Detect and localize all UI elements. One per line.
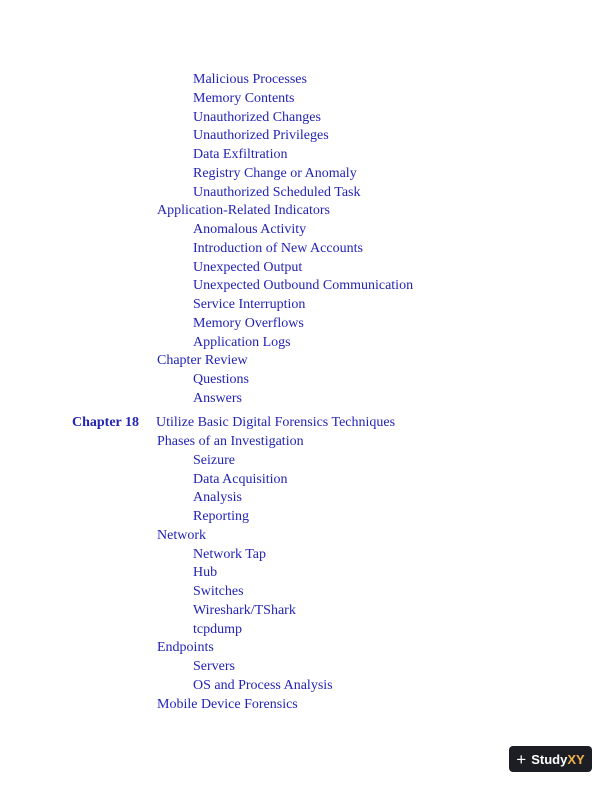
toc-item-hub[interactable]: Hub bbox=[193, 565, 218, 580]
toc-item-seizure[interactable]: Seizure bbox=[193, 453, 235, 468]
toc-item-questions[interactable]: Questions bbox=[193, 372, 249, 387]
chapter-title-link[interactable]: Utilize Basic Digital Forensics Techniques bbox=[156, 415, 396, 430]
badge-brand-text: Study bbox=[531, 751, 568, 767]
toc-item-os-process-analysis[interactable]: OS and Process Analysis bbox=[193, 678, 333, 693]
toc-item-tcpdump[interactable]: tcpdump bbox=[193, 622, 242, 637]
toc-item-network-tap[interactable]: Network Tap bbox=[193, 547, 267, 562]
toc-item-analysis[interactable]: Analysis bbox=[193, 490, 242, 505]
toc-item-answers[interactable]: Answers bbox=[193, 391, 242, 406]
toc-section-phases-of-investigation[interactable]: Phases of an Investigation bbox=[157, 434, 304, 449]
studyxy-badge[interactable] bbox=[509, 746, 592, 772]
toc-item-unexpected-output[interactable]: Unexpected Output bbox=[193, 260, 303, 275]
plus-icon: + bbox=[516, 749, 527, 769]
toc-item-registry-change[interactable]: Registry Change or Anomaly bbox=[193, 166, 357, 181]
toc-item-unexpected-outbound-communication[interactable]: Unexpected Outbound Communication bbox=[193, 278, 414, 293]
toc-section-chapter-review[interactable]: Chapter Review bbox=[157, 353, 248, 368]
toc-item-reporting[interactable]: Reporting bbox=[193, 509, 249, 524]
toc-item-switches[interactable]: Switches bbox=[193, 584, 244, 599]
toc-item-application-logs[interactable]: Application Logs bbox=[193, 335, 291, 350]
badge-brand-accent: XY bbox=[567, 751, 585, 767]
toc-item-unauthorized-changes[interactable]: Unauthorized Changes bbox=[193, 110, 321, 125]
toc-item-malicious-processes[interactable]: Malicious Processes bbox=[193, 72, 307, 87]
toc-item-new-accounts[interactable]: Introduction of New Accounts bbox=[193, 241, 363, 256]
toc-item-unauthorized-privileges[interactable]: Unauthorized Privileges bbox=[193, 128, 329, 143]
toc-item-service-interruption[interactable]: Service Interruption bbox=[193, 297, 306, 312]
toc-item-memory-overflows[interactable]: Memory Overflows bbox=[193, 316, 304, 331]
toc-item-memory-contents[interactable]: Memory Contents bbox=[193, 91, 295, 106]
toc-section-application-related-indicators[interactable]: Application-Related Indicators bbox=[157, 203, 330, 218]
toc-item-unauthorized-scheduled-task[interactable]: Unauthorized Scheduled Task bbox=[193, 185, 361, 200]
toc-item-servers[interactable]: Servers bbox=[193, 659, 235, 674]
toc-section-network[interactable]: Network bbox=[157, 528, 206, 543]
toc-item-wireshark-tshark[interactable]: Wireshark/TShark bbox=[193, 603, 296, 618]
toc-section-endpoints[interactable]: Endpoints bbox=[157, 640, 214, 655]
toc-section-mobile-device-forensics[interactable]: Mobile Device Forensics bbox=[157, 697, 298, 712]
chapter-number-label: Chapter 18 bbox=[72, 415, 140, 430]
toc-item-data-exfiltration[interactable]: Data Exfiltration bbox=[193, 147, 288, 162]
toc-item-anomalous-activity[interactable]: Anomalous Activity bbox=[193, 222, 307, 237]
toc-item-data-acquisition[interactable]: Data Acquisition bbox=[193, 472, 288, 487]
